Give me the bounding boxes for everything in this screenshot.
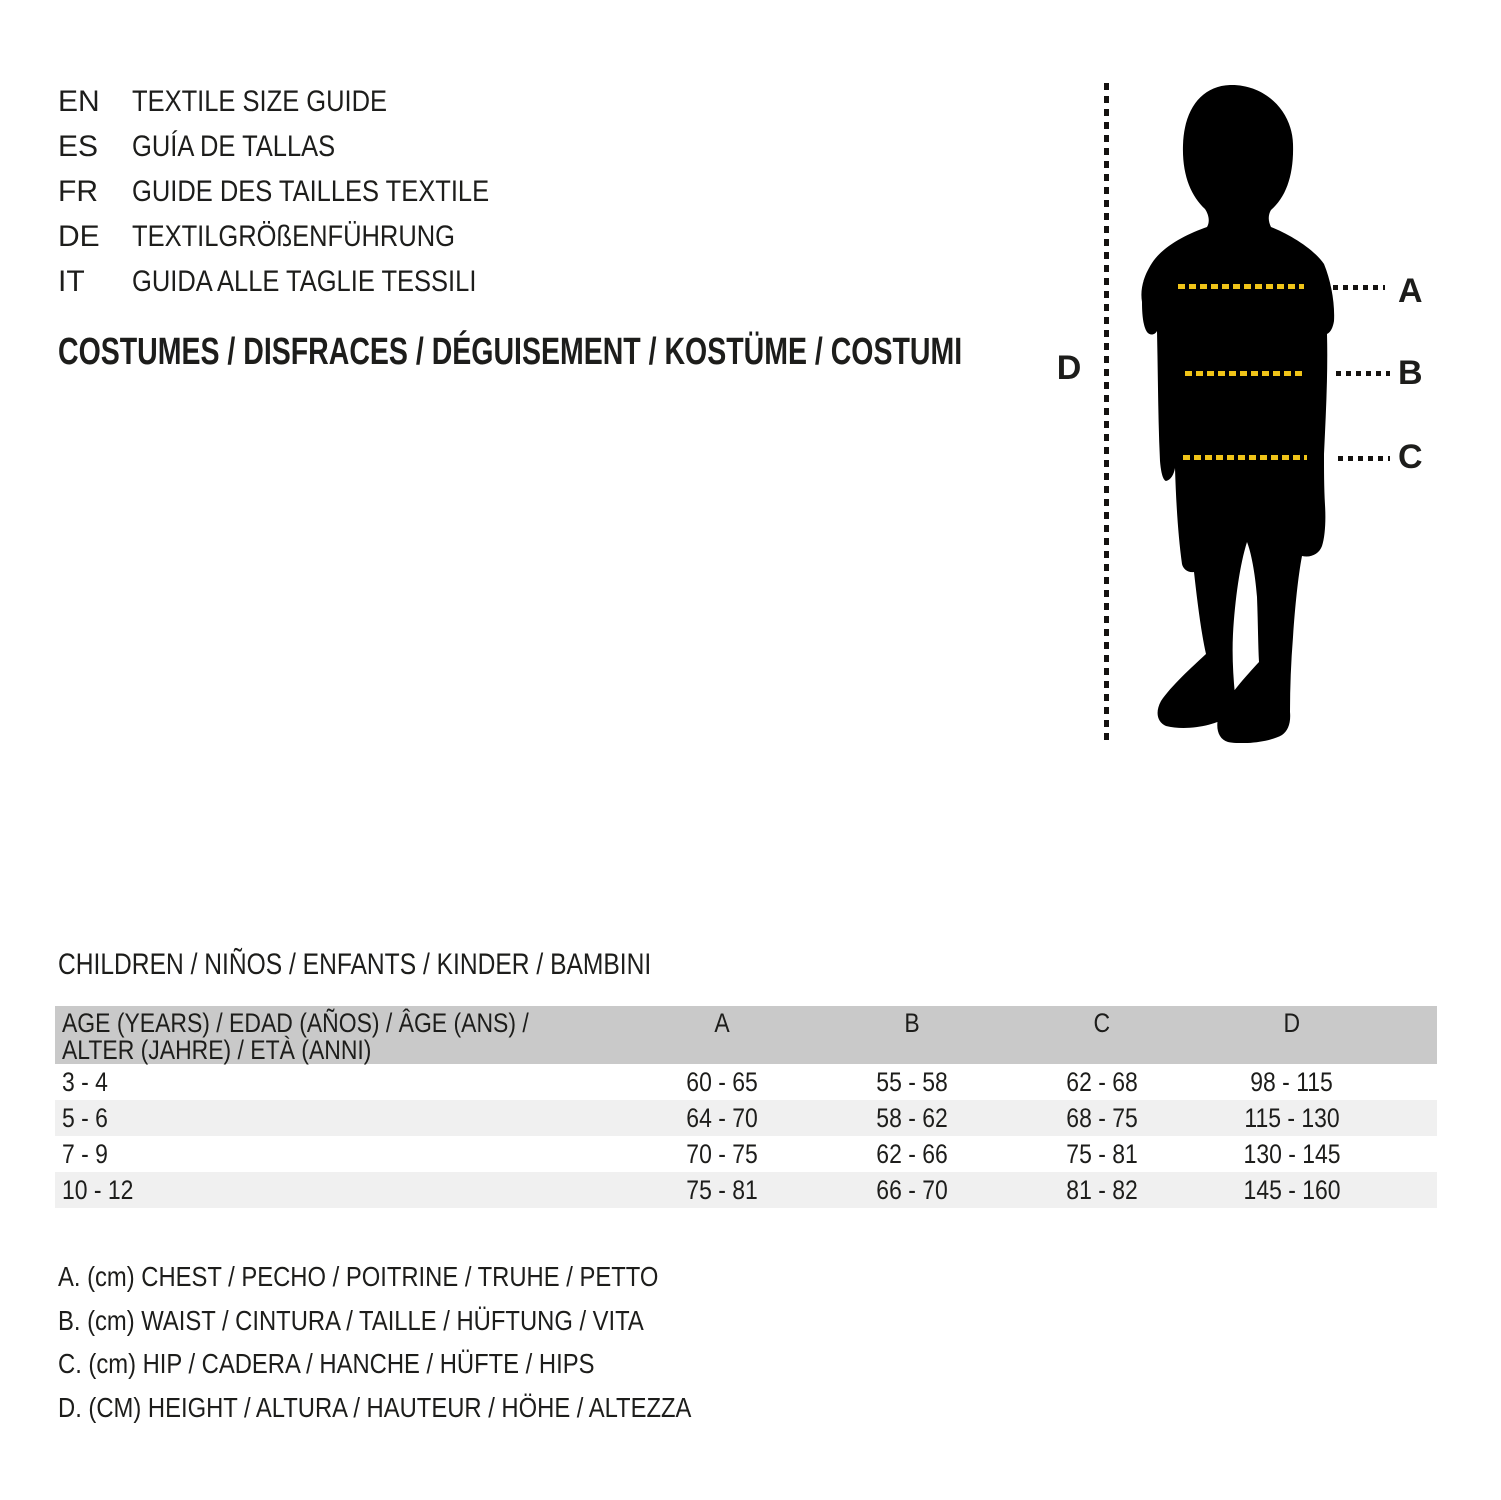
legend-line-waist: B. (cm) WAIST / CINTURA / TAILLE / HÜFTUNG / VITA (58, 1304, 644, 1336)
language-guide-title: GUIDA ALLE TAGLIE TESSILI (132, 265, 477, 298)
waist-cell: 62 - 66 (876, 1139, 948, 1169)
row-spacer (1387, 1100, 1437, 1136)
row-spacer (1387, 1136, 1437, 1172)
table-row-age-7-9 (55, 1136, 1437, 1172)
age-cell: 3 - 4 (62, 1067, 108, 1097)
chest-cell: 60 - 65 (686, 1067, 758, 1097)
language-guide-title: TEXTILGRÖßENFÜHRUNG (132, 220, 456, 253)
column-header-a: A (714, 1008, 730, 1038)
hip-cell: 81 - 82 (1066, 1175, 1138, 1205)
size-table-header-row (55, 1006, 1437, 1064)
chest-cell: 75 - 81 (686, 1175, 758, 1205)
hip-cell: 62 - 68 (1066, 1067, 1138, 1097)
hip-cell: 75 - 81 (1066, 1139, 1138, 1169)
language-title-list (58, 79, 552, 304)
hip-callout-line (1338, 456, 1390, 461)
chest-measure-line (1178, 284, 1304, 289)
waist-cell: 55 - 58 (876, 1067, 948, 1097)
chest-label: A (1398, 272, 1423, 310)
measurement-legend (58, 1255, 803, 1429)
age-cell: 10 - 12 (62, 1175, 134, 1205)
age-cell: 7 - 9 (62, 1139, 108, 1169)
height-cell: 98 - 115 (1250, 1067, 1334, 1097)
chest-cell: 70 - 75 (686, 1139, 758, 1169)
language-row-es (58, 124, 552, 169)
language-code: DE (58, 220, 100, 253)
height-cell: 145 - 160 (1243, 1175, 1341, 1205)
table-section-title (58, 948, 781, 982)
legend-line-hip: C. (cm) HIP / CADERA / HANCHE / HÜFTE / HIPS (58, 1348, 595, 1379)
hip-label: C (1398, 438, 1423, 476)
chest-cell: 64 - 70 (686, 1103, 758, 1133)
height-dashed-line (1104, 83, 1109, 741)
hip-measure-line (1183, 455, 1307, 460)
waist-callout-line (1336, 371, 1390, 376)
waist-cell: 66 - 70 (876, 1175, 948, 1205)
legend-line-chest: A. (cm) CHEST / PECHO / POITRINE / TRUHE / PETTO (58, 1261, 659, 1292)
row-spacer (1387, 1064, 1437, 1100)
waist-label: B (1398, 354, 1423, 392)
hip-cell: 68 - 75 (1066, 1103, 1138, 1133)
table-row-age-5-6 (55, 1100, 1437, 1136)
language-guide-title: GUIDE DES TAILLES TEXTILE (132, 175, 490, 208)
age-header-cell (55, 1010, 627, 1064)
height-cell: 130 - 145 (1243, 1139, 1341, 1169)
age-cell: 5 - 6 (62, 1103, 108, 1133)
column-header-b: B (904, 1008, 920, 1038)
language-row-en (58, 79, 552, 124)
language-row-fr (58, 169, 552, 214)
waist-measure-line (1185, 371, 1303, 376)
height-cell: 115 - 130 (1244, 1103, 1340, 1133)
column-header-c: C (1093, 1008, 1111, 1038)
column-header-d: D (1283, 1008, 1301, 1038)
language-code: EN (58, 85, 100, 118)
language-code: ES (58, 130, 99, 163)
waist-cell: 58 - 62 (876, 1103, 948, 1133)
row-spacer (1387, 1172, 1437, 1208)
height-label: D (1056, 349, 1082, 387)
age-header-line1: AGE (YEARS) / EDAD (AÑOS) / ÂGE (ANS) / (62, 1008, 529, 1038)
table-row-age-3-4 (55, 1064, 1437, 1100)
child-silhouette (1130, 83, 1345, 743)
language-row-de (58, 214, 552, 259)
language-guide-title: GUÍA DE TALLAS (132, 130, 336, 163)
child-silhouette-shape (1141, 85, 1334, 743)
language-code: IT (58, 265, 85, 298)
header-spacer (1387, 1010, 1437, 1064)
table-row-age-10-12 (55, 1172, 1437, 1208)
category-title-text: COSTUMES / DISFRACES / DÉGUISEMENT / KOSTÜME / COSTUMI (58, 331, 963, 373)
legend-line-height: D. (CM) HEIGHT / ALTURA / HAUTEUR / HÖHE / ALTEZZA (58, 1391, 692, 1423)
chest-callout-line (1333, 285, 1385, 290)
language-code: FR (58, 175, 98, 208)
language-row-it (58, 259, 552, 304)
age-header-line2: ALTER (JAHRE) / ETÀ (ANNI) (62, 1035, 372, 1065)
language-guide-title: TEXTILE SIZE GUIDE (132, 85, 388, 118)
table-section-title-text: CHILDREN / NIÑOS / ENFANTS / KINDER / BAMBINI (58, 948, 652, 981)
size-table (55, 1006, 1437, 1208)
